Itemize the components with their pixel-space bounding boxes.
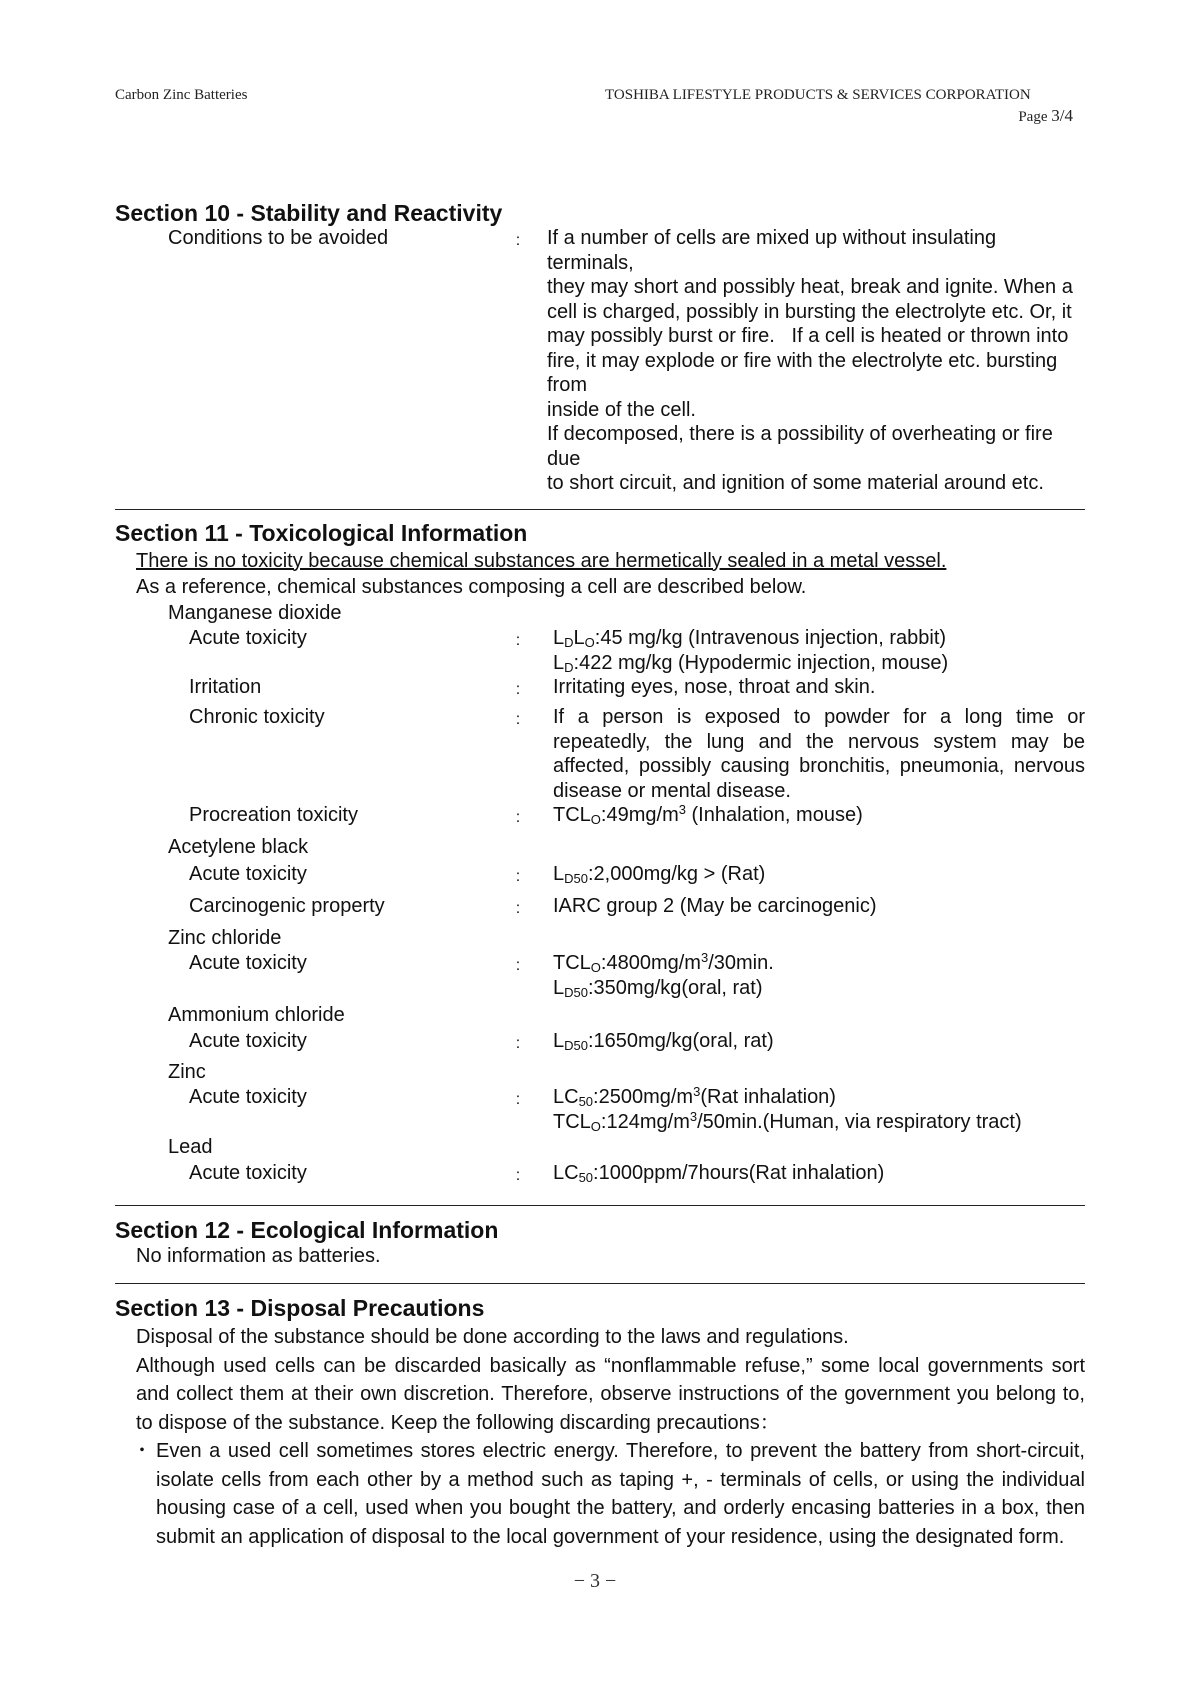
ecological-text: No information as batteries.: [136, 1244, 381, 1267]
ac-acute-value: $L_{D50}:1650mg/kg(oral$, rat): [553, 1029, 774, 1053]
bullet-mark: ・: [132, 1440, 152, 1462]
conditions-row: [115, 226, 1085, 496]
mn-irritation-label: Irritation: [189, 676, 262, 698]
mn-chronic-value: If a person is exposed to powder for a long time or repeatedly, the lung and the nervous system may be affected, possibly causing bronchitis, pneumonia, nervous disease or mental disease.: [553, 706, 1085, 802]
colon: :: [515, 957, 521, 974]
section-12-title: Section 12 - Ecological Information: [115, 1216, 499, 1243]
zc-acute-values: [528, 951, 1085, 1000]
zc-acute-value-2: $L_{D50}:350mg/kg(oral$, rat): [553, 976, 763, 1000]
conditions-line: cell is charged, possibly in bursting the electrolyte etc. Or, it: [547, 300, 1072, 323]
substance-ammonium-chloride: Ammonium chloride: [168, 1004, 345, 1026]
conditions-line: may possibly burst or fire. If a cell is heated or thrown into: [547, 325, 1069, 347]
section-11-title: Section 11 - Toxicological Information: [115, 519, 528, 546]
document-body: [115, 200, 1085, 1551]
colon: :: [515, 632, 521, 649]
colon: :: [515, 1034, 521, 1052]
colon: :: [515, 681, 521, 698]
mn-acute-label: Acute toxicity: [189, 627, 307, 649]
ab-acute-row: [115, 862, 1085, 892]
ab-acute-label: Acute toxicity: [189, 862, 307, 885]
pb-acute-row: [115, 1161, 1085, 1191]
mn-procreation-label: Procreation toxicity: [189, 804, 358, 826]
zn-acute-row: [115, 1085, 1085, 1134]
header-document-title: Carbon Zinc Batteries: [115, 87, 248, 103]
mn-chronic-label: Chronic toxicity: [189, 706, 325, 728]
ac-acute-label: Acute toxicity: [189, 1029, 307, 1052]
colon: :: [515, 867, 521, 885]
section-divider: [115, 1205, 1085, 1206]
section-13-title: Section 13 - Disposal Precautions: [115, 1295, 485, 1321]
colon: :: [515, 899, 521, 917]
substance-acetylene-black: Acetylene black: [168, 836, 309, 858]
disposal-bullet-item: [115, 1437, 1085, 1551]
conditions-line: to short circuit, and ignition of some material around etc.: [547, 472, 1044, 494]
zc-acute-value-1: $TCL_O:4800mg/m^3/30\min$.: [553, 950, 774, 975]
header-page-number: [1018, 106, 1073, 126]
conditions-text: [528, 226, 1085, 496]
colon: :: [515, 1166, 521, 1184]
conditions-line: If a number of cells are mixed up without insulating terminals,: [547, 227, 997, 274]
section-divider: [115, 509, 1085, 510]
pb-acute-label: Acute toxicity: [189, 1161, 307, 1184]
ab-carcinogenic-row: [115, 894, 1085, 924]
colon: :: [515, 809, 521, 826]
ab-acute-value: $L_{D50}:2,000mg/kg > (Rat)$: [553, 862, 766, 886]
ab-carcinogenic-label: Carcinogenic property: [189, 894, 385, 917]
mn-irritation-row: [115, 675, 1085, 705]
substance-zinc: Zinc: [168, 1060, 206, 1083]
reference-intro: As a reference, chemical substances composing a cell are described below.: [136, 576, 807, 598]
colon: :: [515, 232, 521, 249]
section-10-title: Section 10 - Stability and Reactivity: [115, 200, 503, 226]
zc-acute-row: [115, 951, 1085, 1000]
mn-acute-row: [115, 626, 1085, 675]
disposal-bullet-text: Even a used cell sometimes stores electric energy. Therefore, to prevent the battery from short-circuit, isolate cells from each other by a method such as taping +, - terminals of cells, or using the individual housing case of a cell, used when you bought the battery, and orderly encasing batteries in a box, then submit an application of disposal to the local government of your residence, using the designated form.: [156, 1440, 1085, 1548]
colon: :: [515, 1091, 521, 1108]
mn-acute-value-2: $L_D:422$ mg/kg (Hypodermic injection, mouse): [553, 651, 949, 675]
disposal-paragraph-2: Although used cells can be discarded basically as “nonflammable refuse,” some local governments sort and collect them at their own discretion. Therefore, observe instructions of the government you belong to, to dispose of the substance. Keep the following discarding precautions：: [136, 1354, 1085, 1434]
disposal-paragraph-1: Disposal of the substance should be done according to the laws and regulations.: [136, 1326, 849, 1348]
zn-acute-value-1: $LC_{50}:2500mg/m^3(Rat$ inhalation): [553, 1084, 836, 1109]
ac-acute-row: [115, 1029, 1085, 1059]
conditions-line: If decomposed, there is a possibility of overheating or fire due: [547, 423, 1053, 470]
zn-acute-label: Acute toxicity: [189, 1086, 307, 1108]
section-divider: [115, 1283, 1085, 1284]
zc-acute-label: Acute toxicity: [189, 952, 307, 974]
substance-zinc-chloride: Zinc chloride: [168, 926, 282, 949]
mn-irritation-value: Irritating eyes, nose, throat and skin.: [553, 676, 876, 698]
zn-acute-value-2: $TCL_O:124mg/m^3/50\min.(Human$, via respiratory tract): [553, 1108, 1022, 1134]
conditions-line: fire, it may explode or fire with the electrolyte etc. bursting from: [547, 349, 1058, 396]
conditions-label: Conditions to be avoided: [168, 227, 389, 249]
mn-acute-value-1: $L_DL_O:45$ mg/kg (Intravenous injection, rabbit): [553, 627, 947, 650]
page-value: 3/4: [1051, 106, 1073, 125]
no-toxicity-note: There is no toxicity because chemical substances are hermetically sealed in a metal vessel.: [136, 549, 947, 572]
mn-chronic-row: [115, 705, 1085, 803]
header-company: TOSHIBA LIFESTYLE PRODUCTS & SERVICES CORPORATION: [605, 87, 1031, 103]
page-prefix: Page: [1018, 109, 1052, 125]
footer-page-number: − 3 −: [573, 1570, 617, 1592]
substance-manganese-dioxide: Manganese dioxide: [168, 601, 342, 624]
ab-carcinogenic-value: IARC group 2 (May be carcinogenic): [553, 894, 877, 917]
zn-acute-values: [528, 1085, 1085, 1134]
mn-procreation-row: [115, 803, 1085, 833]
conditions-line: they may short and possibly heat, break and ignite. When a: [547, 276, 1073, 298]
substance-lead: Lead: [168, 1136, 213, 1158]
mn-procreation-value: $TCL_O:49mg/m^3$ (Inhalation, mouse): [553, 802, 863, 827]
colon: :: [515, 711, 521, 728]
mn-acute-values: [528, 626, 1085, 675]
conditions-line: inside of the cell.: [547, 398, 696, 421]
pb-acute-value: $LC_{50}:1000ppm/7hours(Rat$ inhalation): [553, 1161, 885, 1185]
